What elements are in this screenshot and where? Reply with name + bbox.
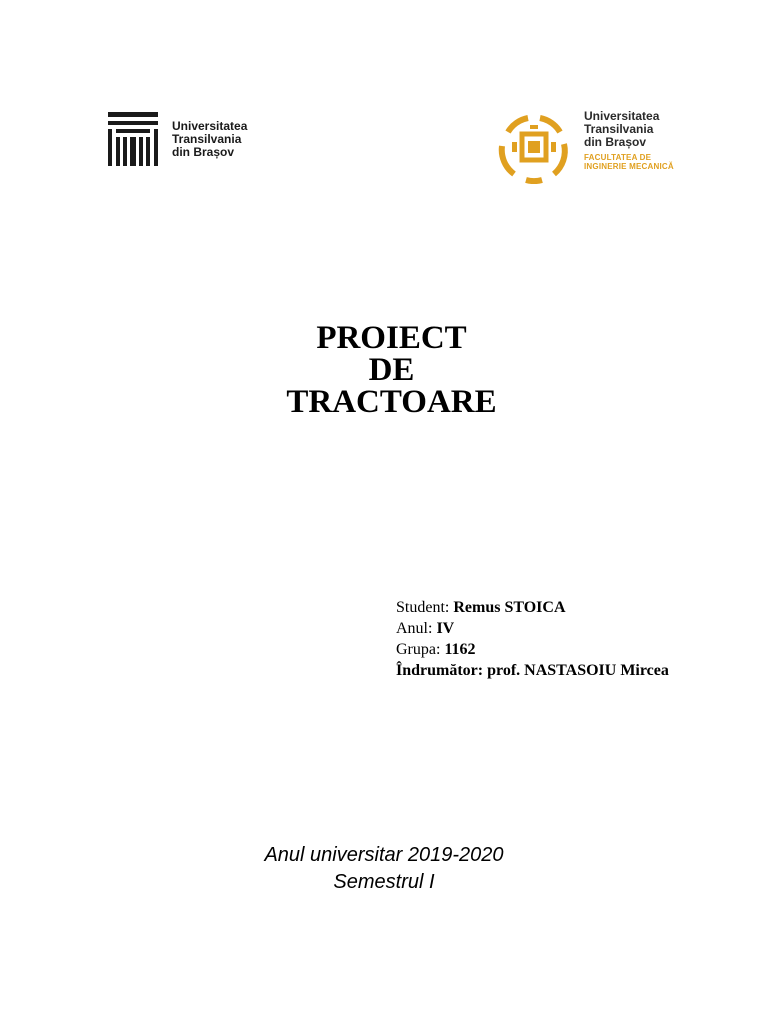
footer (0, 842, 768, 896)
university-name-line: din Brașov (172, 144, 235, 159)
university-name-line: din Brașov (584, 135, 647, 149)
title-line: TRACTOARE (286, 384, 497, 420)
year-value: IV (436, 620, 455, 637)
student-label: Student: (396, 599, 450, 616)
faculty-logo (492, 110, 674, 184)
faculty-gear-logo-icon (492, 112, 576, 184)
year-label: Anul: (396, 620, 433, 637)
university-logo (108, 112, 247, 166)
university-name-line: Transilvania (584, 122, 654, 136)
project-info (396, 597, 669, 681)
faculty-name-line: INGINERIE MECANICĂ (584, 162, 674, 171)
advisor-value: prof. NASTASOIU Mircea (487, 662, 669, 679)
university-name-line: Universitatea (584, 109, 660, 123)
university-columns-logo-icon (108, 112, 158, 166)
group-row (396, 639, 669, 660)
semester: Semestrul I (333, 871, 435, 893)
advisor-row (396, 660, 669, 681)
project-title (0, 322, 768, 418)
university-name-line: Universitatea (172, 118, 248, 133)
faculty-university-name (584, 110, 674, 149)
student-value: Remus STOICA (453, 599, 566, 616)
group-value: 1162 (444, 641, 476, 658)
faculty-name (584, 153, 674, 171)
academic-year: Anul universitar 2019-2020 (264, 844, 504, 866)
faculty-name-line: FACULTATEA DE (584, 153, 652, 162)
group-label: Grupa: (396, 641, 441, 658)
university-name-line: Transilvania (172, 131, 242, 146)
advisor-label: Îndrumător: (396, 662, 484, 679)
student-row (396, 597, 669, 618)
university-name (172, 120, 247, 159)
title-line: DE (368, 352, 415, 388)
title-line: PROIECT (316, 320, 467, 356)
year-row (396, 618, 669, 639)
